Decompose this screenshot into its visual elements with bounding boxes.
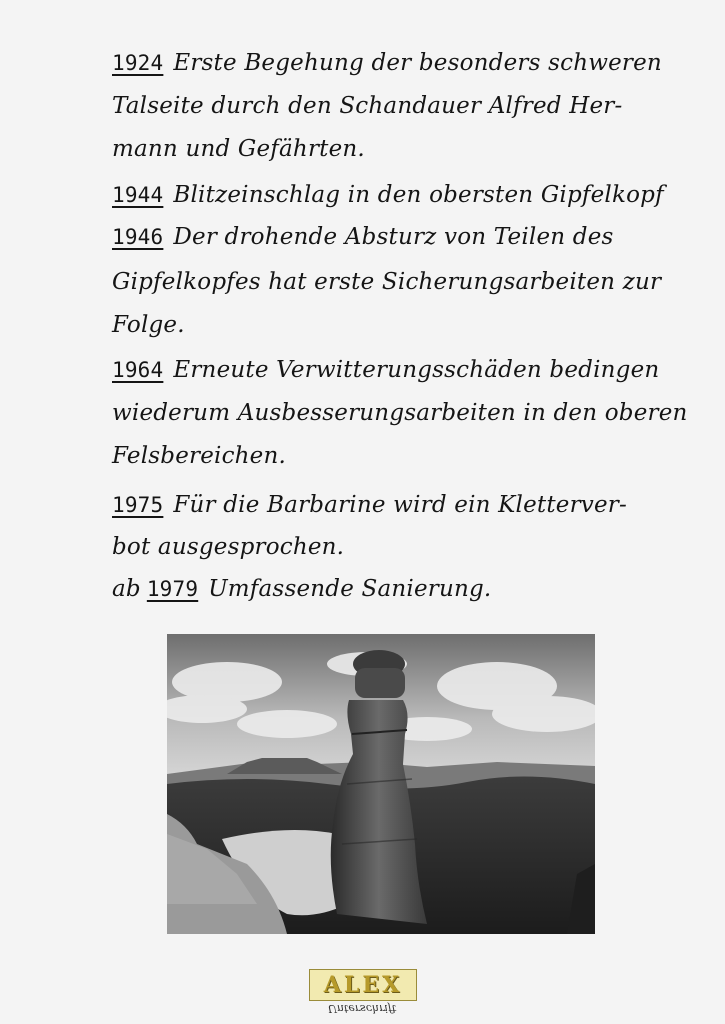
entry-1944-line-1 bbox=[112, 180, 672, 210]
entry-text: Erste Begehung der besonders schweren bbox=[173, 50, 662, 76]
stamp-caption: Unterschrift bbox=[327, 1002, 397, 1015]
entry-1946-line-1 bbox=[112, 222, 672, 252]
entry-text: Erneute Verwitterungsschäden bedingen bbox=[173, 357, 660, 383]
entry-1924-line-1 bbox=[112, 48, 672, 78]
entry-1946-line-3 bbox=[112, 310, 672, 340]
entry-text: Talseite durch den Schandauer Alfred Her- bbox=[112, 93, 623, 119]
signature-stamp bbox=[309, 969, 417, 1001]
year-1944: 1944 bbox=[112, 183, 164, 207]
entry-1975-line-2 bbox=[112, 532, 672, 562]
entry-text: Gipfelkopfes hat erste Sicherungsarbeiten zur bbox=[112, 269, 662, 295]
entry-text: Folge. bbox=[112, 312, 185, 338]
entry-1979-line-1 bbox=[112, 574, 672, 604]
barbarine-rock-photo bbox=[167, 634, 595, 934]
entry-text: wiederum Ausbesserungsarbeiten in den oberen bbox=[112, 400, 688, 426]
year-1975: 1975 bbox=[112, 493, 164, 517]
entry-text: Der drohende Absturz von Teilen des bbox=[173, 224, 614, 250]
entry-text: Blitzeinschlag in den obersten Gipfelkopf bbox=[173, 182, 664, 208]
year-1946: 1946 bbox=[112, 225, 164, 249]
entry-1964-line-3 bbox=[112, 441, 672, 471]
entry-1946-line-2 bbox=[112, 267, 672, 297]
entry-text: mann und Gefährten. bbox=[112, 136, 365, 162]
year-1924: 1924 bbox=[112, 51, 164, 75]
entry-text: bot ausgesprochen. bbox=[112, 534, 345, 560]
year-1964: 1964 bbox=[112, 358, 164, 382]
stamp-text: ALEX bbox=[323, 972, 403, 998]
entry-1964-line-1 bbox=[112, 355, 672, 385]
year-1979: 1979 bbox=[146, 577, 199, 601]
entry-1964-line-2 bbox=[112, 398, 688, 428]
entry-1924-line-2 bbox=[112, 91, 672, 121]
entry-text: Für die Barbarine wird ein Kletterver- bbox=[173, 492, 627, 518]
entry-1975-line-1 bbox=[112, 490, 672, 520]
landscape-photo-illustration bbox=[167, 634, 595, 934]
entry-text: Umfassende Sanierung. bbox=[208, 576, 492, 602]
entry-1924-line-3 bbox=[112, 134, 672, 164]
entry-prefix: ab bbox=[112, 576, 141, 602]
entry-text: Felsbereichen. bbox=[112, 443, 286, 469]
